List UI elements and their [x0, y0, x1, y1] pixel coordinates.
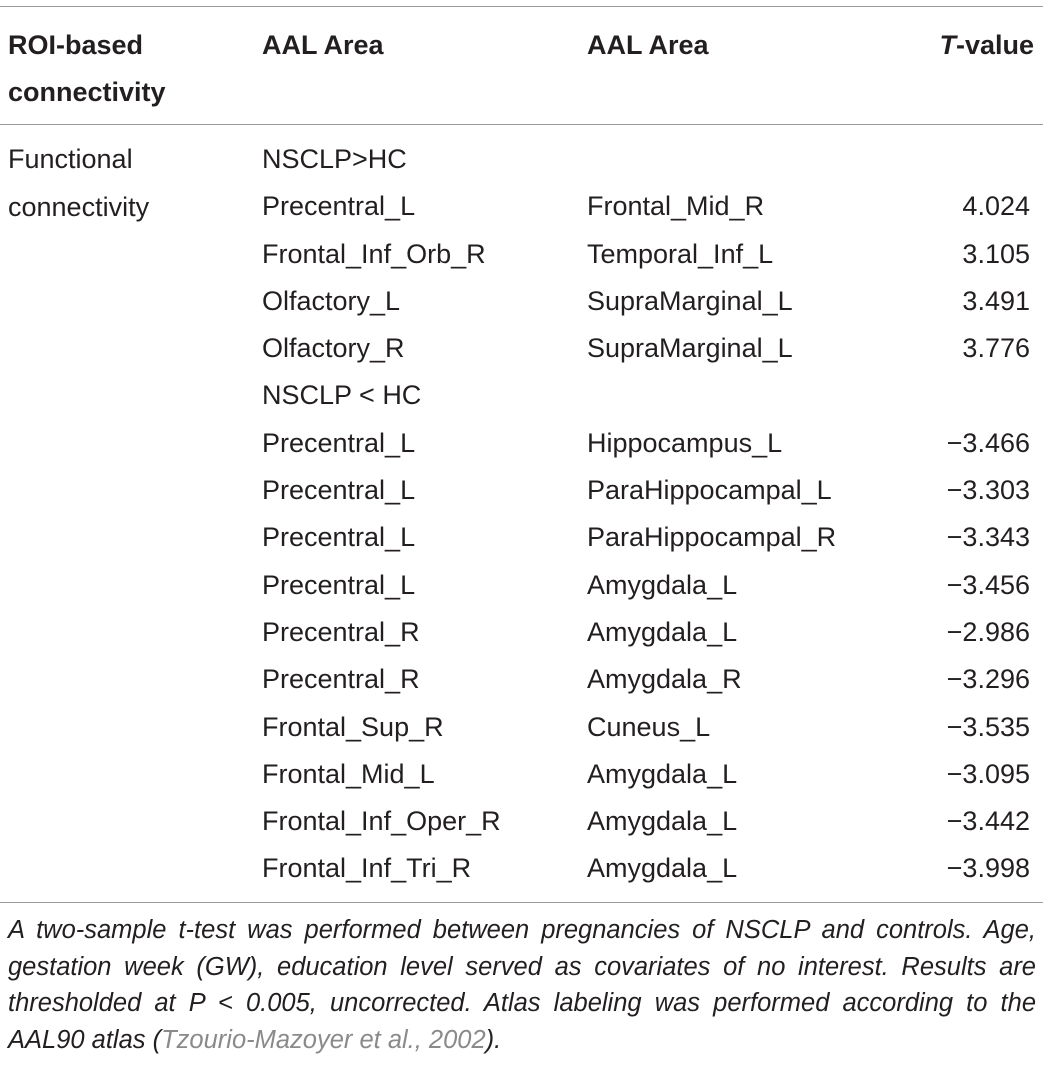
cell-aal-area-2: Amygdala_L: [587, 616, 738, 647]
table-row: [0, 704, 1043, 751]
table-top-rule: [0, 6, 1043, 7]
table-row: [0, 467, 1043, 514]
table-body: [0, 136, 1043, 893]
cell-aal-area-2: SupraMarginal_L: [587, 285, 793, 316]
citation-link[interactable]: Tzourio-Mazoyer et al., 2002: [161, 1025, 486, 1054]
cell-aal-area-1: Precentral_L: [262, 475, 416, 506]
cell-t-value: −3.535: [946, 711, 1030, 742]
cell-t-value: −3.095: [946, 758, 1030, 789]
table-row: [0, 656, 1043, 703]
table-row: [0, 514, 1043, 561]
cell-aal-area-1: Frontal_Sup_R: [262, 711, 444, 742]
table-row: [0, 231, 1043, 278]
cell-aal-area-2: ParaHippocampal_L: [587, 475, 832, 506]
cell-t-value: 3.105: [962, 238, 1030, 269]
cell-t-value: −3.442: [946, 806, 1030, 837]
header-t-value: T-value: [939, 30, 1034, 60]
cell-aal-area-1: Frontal_Inf_Tri_R: [262, 853, 472, 884]
cell-t-value: −3.998: [946, 853, 1030, 884]
cell-aal-area-2: SupraMarginal_L: [587, 333, 793, 364]
cell-aal-area-2: Cuneus_L: [587, 711, 711, 742]
table-footnote: A two-sample t-test was performed between pregnancies of NSCLP and controls. Age, gestation week (GW), education level served as covariates of no interest. Results are thresholded at P < 0.005, uncorrected. Atlas labeling was performed according to the AAL90 atlas (Tzourio-Mazoyer et al., 2002).: [8, 916, 1036, 1054]
cell-t-value: −2.986: [946, 616, 1030, 647]
cell-aal-area-2: Frontal_Mid_R: [587, 191, 765, 222]
cell-aal-area-2: Amygdala_R: [587, 664, 742, 695]
cell-aal-area-1: Olfactory_R: [262, 333, 405, 364]
cell-t-value: 3.776: [962, 333, 1030, 364]
table-row: [0, 136, 1043, 183]
table-row: [0, 325, 1043, 372]
table-row: [0, 751, 1043, 798]
cell-aal-area-2: Hippocampus_L: [587, 427, 783, 458]
cell-aal-area-1: Precentral_R: [262, 616, 420, 647]
cell-aal-area-1: Precentral_L: [262, 191, 416, 222]
table-row: [0, 562, 1043, 609]
table-row: [0, 798, 1043, 845]
header-roi-connectivity: ROI-based connectivity: [8, 30, 166, 107]
cell-aal-area-2: Amygdala_L: [587, 806, 738, 837]
cell-aal-area-1: Precentral_L: [262, 427, 416, 458]
header-aal-area-2: AAL Area: [587, 30, 709, 60]
header-aal-area-1: AAL Area: [262, 30, 384, 60]
cell-aal-area-1: Frontal_Mid_L: [262, 758, 435, 789]
cell-aal-area-1: Precentral_L: [262, 522, 416, 553]
cell-aal-area-1: Olfactory_L: [262, 285, 401, 316]
cell-aal-area-2: ParaHippocampal_R: [587, 522, 837, 553]
table-header-rule: [0, 124, 1043, 125]
cell-t-value: −3.343: [946, 522, 1030, 553]
cell-aal-area-1: Frontal_Inf_Oper_R: [262, 806, 501, 837]
table-bottom-rule: [0, 902, 1043, 903]
table-row: [0, 278, 1043, 325]
cell-aal-area-2: Amygdala_L: [587, 569, 738, 600]
table-row: [0, 183, 1043, 230]
cell-aal-area-1: Frontal_Inf_Orb_R: [262, 238, 486, 269]
cell-t-value: −3.303: [946, 475, 1030, 506]
cell-t-value: −3.456: [946, 569, 1030, 600]
cell-aal-area-1: NSCLP>HC: [262, 144, 407, 174]
table-row: [0, 420, 1043, 467]
table-row: [0, 609, 1043, 656]
cell-aal-area-2: Amygdala_L: [587, 853, 738, 884]
cell-aal-area-1: NSCLP < HC: [262, 380, 422, 411]
cell-aal-area-2: Temporal_Inf_L: [587, 238, 774, 269]
cell-t-value: 4.024: [962, 191, 1030, 222]
table-row: [0, 372, 1043, 419]
cell-aal-area-2: Amygdala_L: [587, 758, 738, 789]
cell-t-value: −3.296: [946, 664, 1030, 695]
table-row: [0, 845, 1043, 892]
group-label-functional-connectivity: Functional connectivity: [8, 144, 150, 222]
cell-t-value: −3.466: [946, 427, 1030, 458]
cell-aal-area-1: Precentral_L: [262, 569, 416, 600]
cell-aal-area-1: Precentral_R: [262, 664, 420, 695]
cell-t-value: 3.491: [962, 285, 1030, 316]
